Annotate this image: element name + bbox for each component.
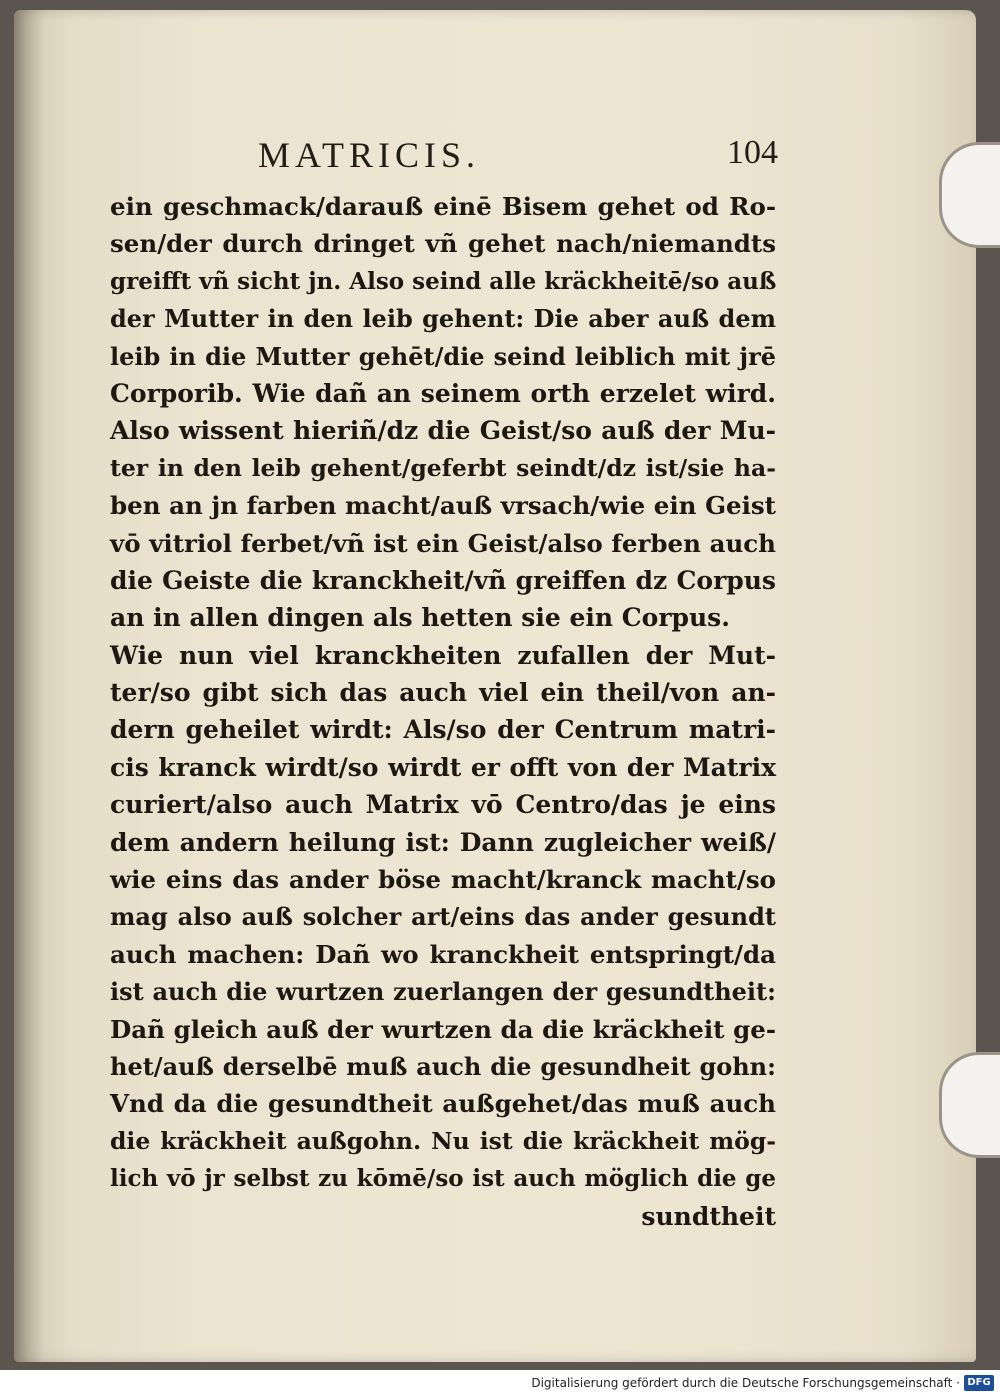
text-line: wie eins das ander böse macht/kranck macht/so [110,865,776,895]
text-line: vō vitriol ferbet/vñ ist ein Geist/also ferben auch [110,528,776,558]
text-line: die kräckheit außgohn. Nu ist die kräckheit mög- [110,1126,776,1155]
text-line: ist auch die wurtzen zuerlangen der gesundtheit: [110,977,776,1007]
page-number: 104 [727,134,778,171]
text-line: Also wissent hieriñ/dz die Geist/so auß der Mu- [110,416,776,446]
dfg-logo: DFG [964,1375,994,1391]
page-header [258,134,778,184]
funding-credit: Digitalisierung gefördert durch die Deutsche Forschungsgemeinschaft · [531,1376,960,1390]
text-line: lich vō jr selbst zu kōmē/so ist auch möglich die ge [110,1165,776,1193]
text-line: curiert/also auch Matrix vō Centro/das je eins [110,790,776,820]
text-line: het/auß derselbē muß auch die gesundheit gohn: [110,1051,776,1081]
text-line: der Mutter in den leib gehent: Die aber auß dem [110,304,776,334]
text-line: dern geheilet wirdt: Als/so der Centrum matri- [110,715,776,745]
clasp-hole-bottom [939,1052,1000,1158]
text-line: an in allen dingen als hetten sie ein Corpus. [110,603,730,633]
catchword: sundtheit [641,1201,776,1231]
text-line: ter in den leib gehent/geferbt seindt/dz ist/sie ha- [110,453,776,482]
text-line: dem andern heilung ist: Dann zugleicher weiß/ [110,827,776,857]
text-line: auch machen: Dañ wo kranckheit entspringt/da [110,939,776,969]
text-line: mag also auß solcher art/eins das ander gesundt [110,902,776,932]
text-line: Wie nun viel kranckheiten zufallen der Mut- [110,640,776,670]
text-line: greifft vñ sicht jn. Also seind alle kräckheitē/so auß [110,267,777,295]
text-line: sen/der durch dringet vñ gehet nach/niemandts [110,229,776,259]
text-block [110,188,776,1235]
text-line: Corporib. Wie dañ an seinem orth erzelet wird. [110,378,776,408]
text-line: cis kranck wirdt/so wirdt er offt von der Matrix [110,752,776,782]
running-head: MATRICIS. [258,135,481,175]
text-line: die Geiste die kranckheit/vñ greiffen dz Corpus [110,565,776,595]
text-line: Dañ gleich auß der wurtzen da die kräckheit ge- [110,1014,776,1044]
text-line: ter/so gibt sich das auch viel ein theil/von an- [110,678,776,708]
clasp-hole-top [939,142,1000,248]
page-gutter-shadow [14,10,44,1362]
text-line: ein geschmack/darauß einē Bisem gehet od Ro- [110,192,776,221]
text-line: leib in die Mutter gehēt/die seind leiblich mit jrē [110,341,776,371]
digitization-footer [0,1370,1000,1398]
text-line: Vnd da die gesundtheit außgehet/das muß auch [110,1089,776,1119]
text-line: ben an jn farben macht/auß vrsach/wie ein Geist [110,491,776,521]
